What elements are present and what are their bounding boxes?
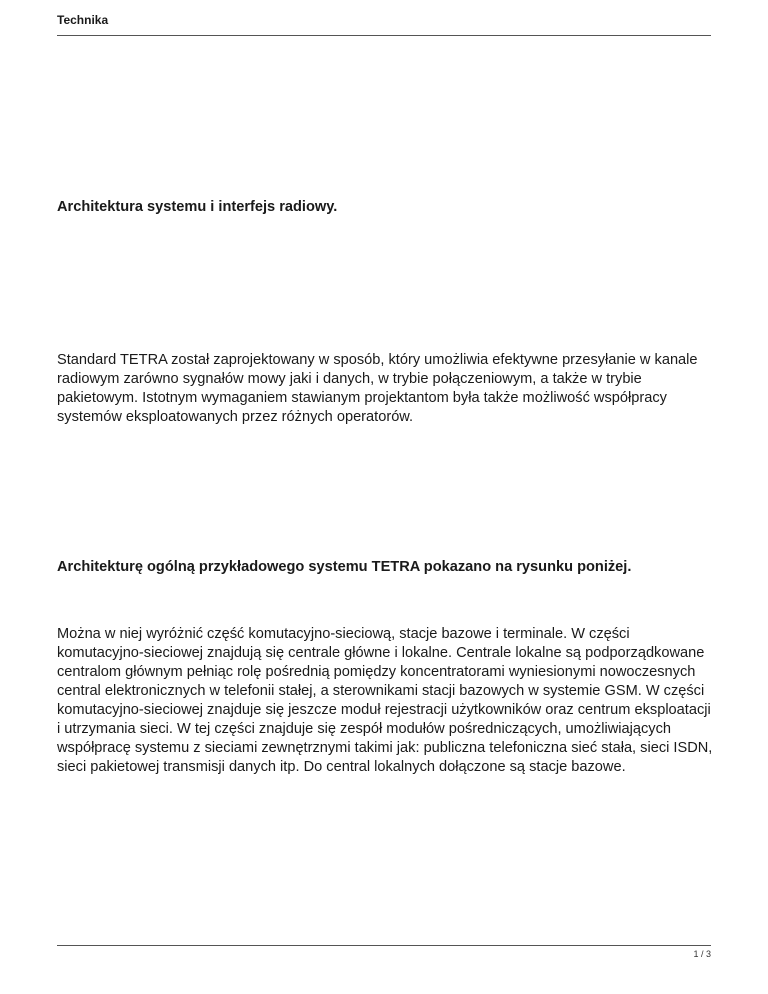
paragraph-architecture-description: Można w niej wyróżnić część komutacyjno-sieciową, stacje bazowe i terminale. W części komutacyjno-sieciowej znajdują się centrale główne i lokalne. Centrale lokalne są podporządkowane centralom głównym pełniąc rolę pośrednią pomiędzy koncentratorami wyniesionymi nowoczesnych central elektronicznych w telefonii stałej, a sterownikami stacji bazowych w systemie GSM. W części komutacyjno-sieciowej znajduje się jeszcze moduł rejestracji użytkowników oraz centrum eksploatacji i utrzymania sieci. W tej części znajduje się zespół modułów pośredniczących, umożliwiających współpracę systemu z sieciami zewnętrznymi takimi jak: publiczna telefoniczna sieć stała, sieci ISDN, sieci pakietowej transmisji danych itp. Do central lokalnych dołączone są stacje bazowe. [57,626,713,775]
section-heading-general-architecture: Architekturę ogólną przykładowego systemu TETRA pokazano na rysunku poniżej. [57,559,632,575]
page-footer [57,945,711,959]
page-header [57,11,711,36]
paragraph-tetra-standard: Standard TETRA został zaprojektowany w sposób, który umożliwia efektywne przesyłanie w kanale radiowym zarówno sygnałów mowy jaki i danych, w trybie połączeniowym, a także w trybie pakietowym. Istotnym wymaganiem stawianym projektantom była także możliwość współpracy systemów eksploatowanych przez różnych operatorów. [57,352,698,425]
page-number: 1 / 3 [693,949,711,959]
section-heading-architecture: Architektura systemu i interfejs radiowy. [57,199,338,215]
header-title: Technika [57,13,109,27]
